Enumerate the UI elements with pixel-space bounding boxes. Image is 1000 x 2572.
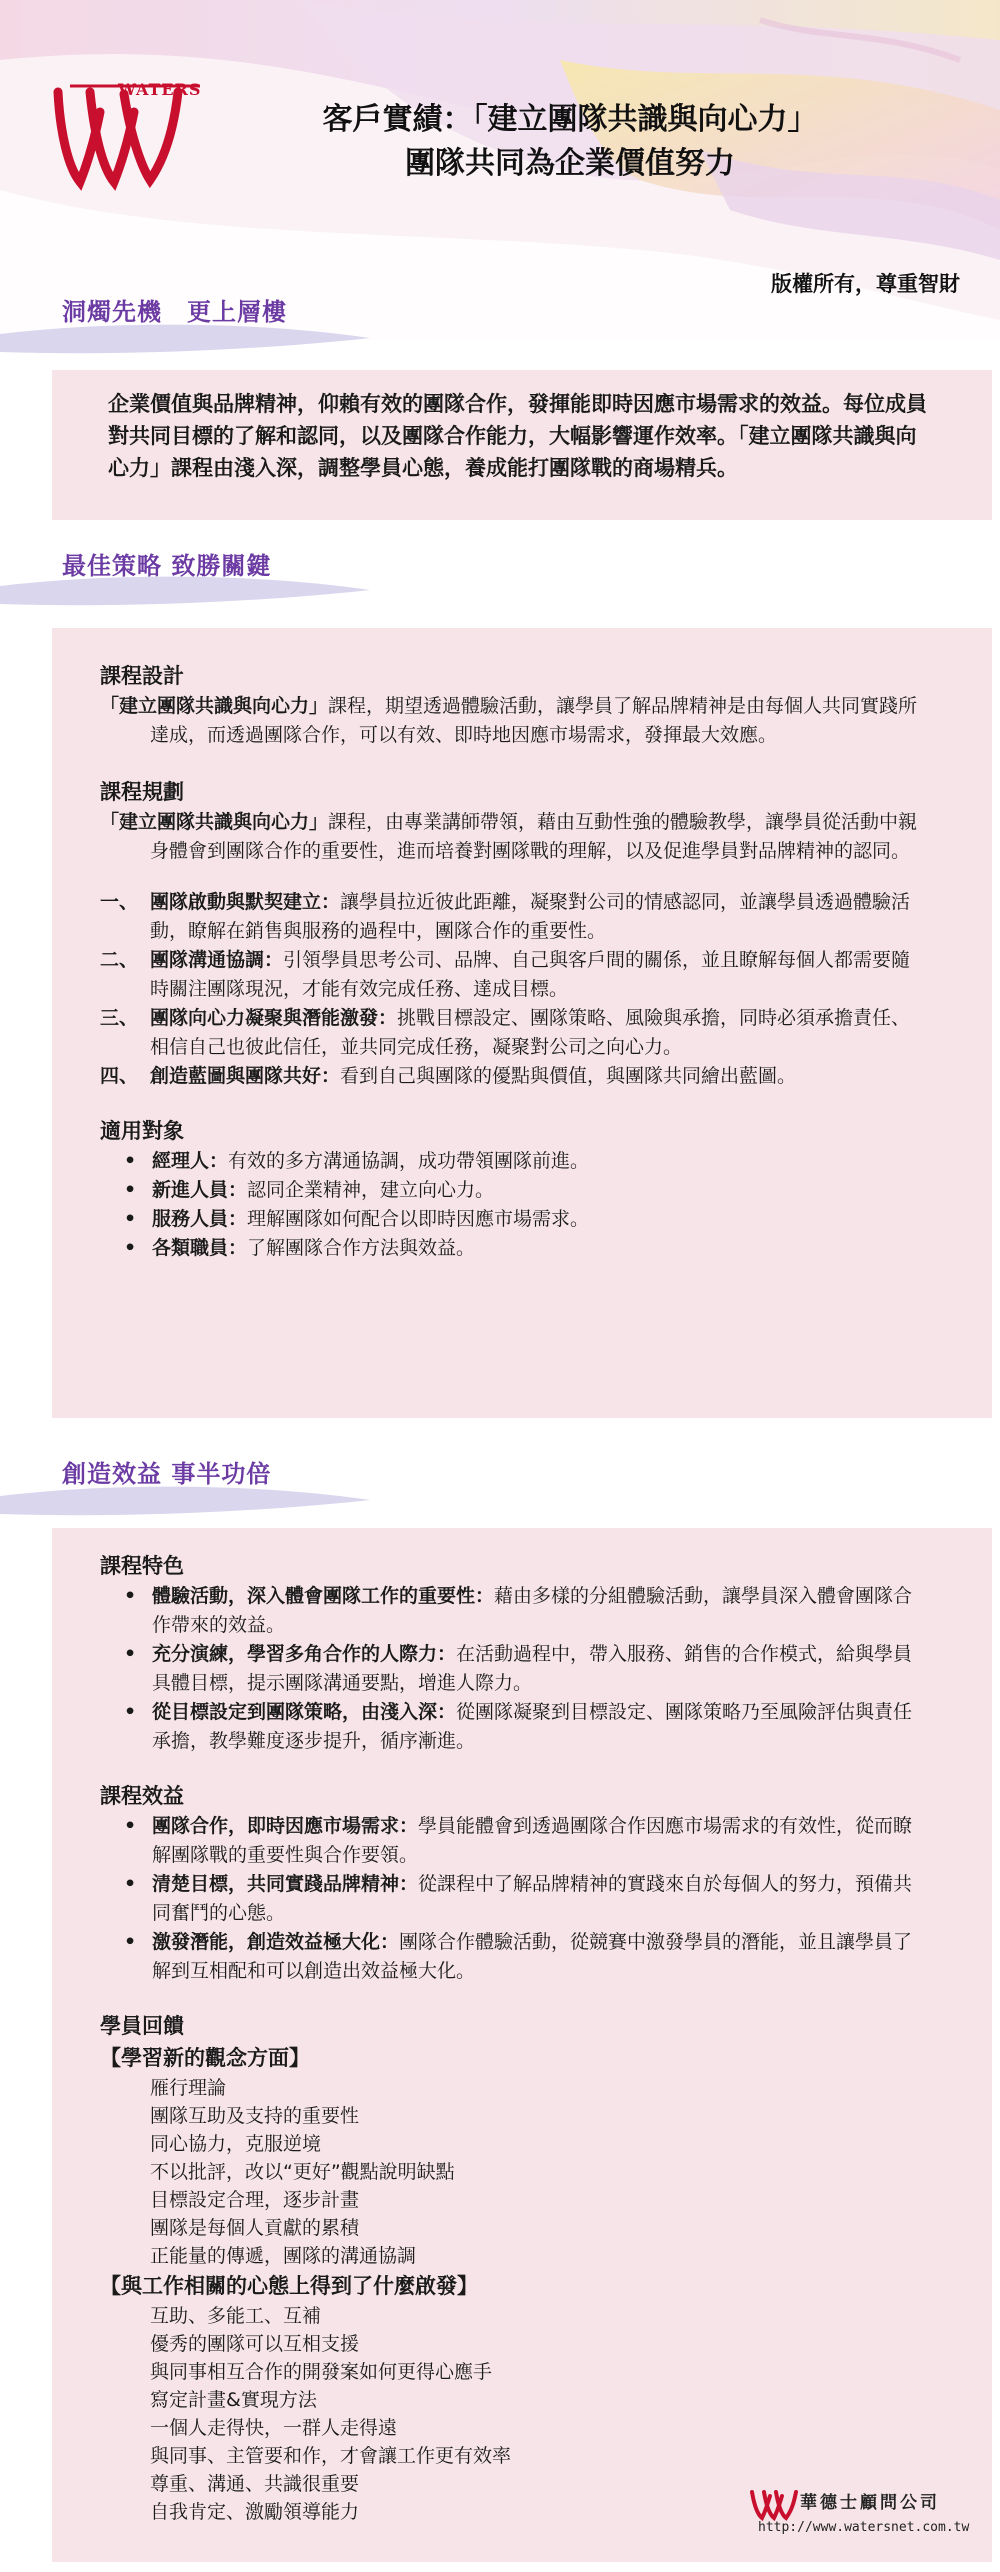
feedback-item: 與同事相互合作的開發案如何更得心應手 xyxy=(150,2361,493,2383)
course-plan-title: 課程規劃 xyxy=(100,780,184,804)
footer-url: http://www.watersnet.com.tw xyxy=(758,2520,970,2535)
audience-item: • 各類職員：了解團隊合作方法與效益。 xyxy=(124,1237,476,1259)
feedback-item: 不以批評，改以“更好”觀點說明缺點 xyxy=(150,2161,455,2183)
feature-text: 在活動過程中，帶入服務、銷售的合作模式，給與學員具體目標，提示團隊溝通要點，增進人際力。 xyxy=(152,1643,913,1694)
plan-item-heading: 團隊啟動與默契建立： xyxy=(150,891,341,913)
course-plan-text xyxy=(100,808,920,866)
section-heading-effectiveness: 創造效益 事半功倍 xyxy=(62,1460,272,1488)
feedback-item: 自我肯定、激勵領導能力 xyxy=(150,2501,360,2523)
benefit-heading: 清楚目標，共同實踐品牌精神： xyxy=(152,1873,419,1895)
features-title: 課程特色 xyxy=(100,1554,184,1578)
feedback-item: 互助、多能工、互補 xyxy=(150,2305,322,2327)
feedback-item: 雁行理論 xyxy=(150,2077,227,2099)
title-line-2: 團隊共同為企業價值努力 xyxy=(405,146,735,181)
benefit-text: 學員能體會到透過團隊合作因應市場需求的有效性，從而瞭解團隊戰的重要性與合作要領。 xyxy=(152,1815,913,1866)
audience-list xyxy=(100,1147,920,1263)
feedback-item: 正能量的傳遞，團隊的溝通協調 xyxy=(150,2245,417,2267)
benefit-heading: 激發潛能，創造效益極大化： xyxy=(152,1931,400,1953)
audience-item: • 新進人員：認同企業精神，建立向心力。 xyxy=(124,1179,495,1201)
feedback-item: 優秀的團隊可以互相支援 xyxy=(150,2333,360,2355)
feature-heading: 充分演練，學習多角合作的人際力： xyxy=(152,1643,457,1665)
benefit-heading: 團隊合作，即時因應市場需求： xyxy=(152,1815,419,1837)
audience-desc: 了解團隊合作方法與效益。 xyxy=(247,1237,476,1259)
plan-item-heading: 團隊向心力凝聚與潛能激發： xyxy=(150,1007,398,1029)
copyright-notice: 版權所有，尊重智財 xyxy=(771,272,960,296)
plan-item-text: 讓學員拉近彼此距離，凝聚對公司的情感認同，並讓學員透過體驗活動，瞭解在銷售與服務的過程中，團隊合作的重要性。 xyxy=(150,891,911,942)
audience-desc: 認同企業精神，建立向心力。 xyxy=(247,1179,495,1201)
feedback-item: 尊重、溝通、共識很重要 xyxy=(150,2473,360,2495)
section-heading-foresight: 洞燭先機 更上層樓 xyxy=(62,298,287,326)
plan-item xyxy=(100,946,920,1004)
feature-text: 藉由多樣的分組體驗活動，讓學員深入體會團隊合作帶來的效益。 xyxy=(152,1585,913,1636)
section-heading-strategy: 最佳策略 致勝關鍵 xyxy=(62,552,272,580)
feedback-item: 一個人走得快，一群人走得遠 xyxy=(150,2417,398,2439)
audience-desc: 理解團隊如何配合以即時因應市場需求。 xyxy=(247,1208,590,1230)
course-name-lead: 「建立團隊共識與向心力」 xyxy=(100,695,329,717)
feedback-group-2-title: 【與工作相關的心態上得到了什麼啟發】 xyxy=(100,2274,478,2298)
audience-item: • 服務人員：理解團隊如何配合以即時因應市場需求。 xyxy=(124,1208,590,1230)
benefit-text: 團隊合作體驗活動，從競賽中激發學員的潛能，並且讓學員了解到互相配和可以創造出效益極大化。 xyxy=(152,1931,913,1982)
plan-item-list xyxy=(100,888,920,1091)
benefits-title: 課程效益 xyxy=(100,1784,184,1808)
plan-item-number: 一、 xyxy=(100,891,139,913)
audience-role: 服務人員： xyxy=(152,1208,248,1230)
course-plan-body: 課程，由專業講師帶領，藉由互動性強的體驗教學，讓學員從活動中親身體會到團隊合作的重要性，進而培養對團隊戰的理解，以及促進學員對品牌精神的認同。 xyxy=(150,811,918,862)
feedback-item: 團隊互助及支持的重要性 xyxy=(150,2105,360,2127)
audience-title: 適用對象 xyxy=(100,1119,184,1143)
course-name-lead: 「建立團隊共識與向心力」 xyxy=(100,811,329,833)
features-content xyxy=(100,1550,920,2526)
feature-item: • 體驗活動，深入體會團隊工作的重要性：藉由多樣的分組體驗活動，讓學員深入體會團隊合作帶來的效益。 xyxy=(124,1585,913,1636)
feedback-item: 寫定計畫&實現方法 xyxy=(150,2389,317,2411)
feedback-item: 與同事、主管要和作，才會讓工作更有效率 xyxy=(150,2445,512,2467)
audience-role: 新進人員： xyxy=(152,1179,248,1201)
course-design-body: 課程，期望透過體驗活動，讓學員了解品牌精神是由每個人共同實踐所達成，而透過團隊合作，可以有效、即時地因應市場需求，發揮最大效應。 xyxy=(150,695,918,746)
plan-item-text: 挑戰目標設定、團隊策略、風險與承擔，同時必須承擔責任、相信自己也彼此信任，並共同完成任務，凝聚對公司之向心力。 xyxy=(150,1007,911,1058)
benefit-text: 從課程中了解品牌精神的實踐來自於每個人的努力，預備共同奮鬥的心態。 xyxy=(152,1873,913,1924)
feature-item: • 從目標設定到團隊策略，由淺入深：從團隊凝聚到目標設定、團隊策略乃至風險評估與責任承擔，教學難度逐步提升，循序漸進。 xyxy=(124,1701,913,1752)
feature-heading: 從目標設定到團隊策略，由淺入深： xyxy=(152,1701,457,1723)
features-list xyxy=(100,1582,920,1756)
feedback-title: 學員回饋 xyxy=(100,2014,184,2038)
page-title xyxy=(230,98,910,186)
benefits-list xyxy=(100,1812,920,1986)
intro-text: 企業價值與品牌精神，仰賴有效的團隊合作，發揮能即時因應市場需求的效益。每位成員對共同目標的了解和認同，以及團隊合作能力，大幅影響運作效率。「建立團隊共識與向心力」課程由淺入深，調整學員心態，養成能打團隊戰的商場精兵。 xyxy=(108,392,927,480)
audience-item: • 經理人：有效的多方溝通協調，成功帶領團隊前進。 xyxy=(124,1150,590,1172)
plan-item-number: 二、 xyxy=(100,949,139,971)
plan-item-text: 引領學員思考公司、品牌、自己與客戶間的關係，並且瞭解每個人都需要隨時關注團隊現況，才能有效完成任務、達成目標。 xyxy=(150,949,911,1000)
title-line-1: 客戶實績：「建立團隊共識與向心力」 xyxy=(322,102,818,137)
feedback-item: 團隊是每個人貢獻的累積 xyxy=(150,2217,360,2239)
plan-item-number: 四、 xyxy=(100,1065,139,1087)
audience-role: 經理人： xyxy=(152,1150,229,1172)
benefit-item: • 團隊合作，即時因應市場需求：學員能體會到透過團隊合作因應市場需求的有效性，從而瞭解團隊戰的重要性與合作要領。 xyxy=(124,1815,913,1866)
feedback-group-1-list xyxy=(100,2074,920,2270)
feedback-item: 目標設定合理，逐步計畫 xyxy=(150,2189,360,2211)
feedback-item: 同心協力，克服逆境 xyxy=(150,2133,322,2155)
course-plan-content xyxy=(100,660,920,1263)
audience-desc: 有效的多方溝通協調，成功帶領團隊前進。 xyxy=(228,1150,590,1172)
benefit-item: • 清楚目標，共同實踐品牌精神：從課程中了解品牌精神的實踐來自於每個人的努力，預備共同奮鬥的心態。 xyxy=(124,1873,913,1924)
plan-item xyxy=(100,1004,920,1062)
footer-company-name: 華德士顧問公司 xyxy=(800,2493,940,2513)
plan-item xyxy=(100,1062,920,1091)
plan-item-number: 三、 xyxy=(100,1007,139,1029)
plan-item xyxy=(100,888,920,946)
benefit-item: • 激發潛能，創造效益極大化：團隊合作體驗活動，從競賽中激發學員的潛能，並且讓學員了解到互相配和可以創造出效益極大化。 xyxy=(124,1931,913,1982)
plan-item-heading: 創造藍圖與團隊共好： xyxy=(150,1065,341,1087)
feature-item: • 充分演練，學習多角合作的人際力：在活動過程中，帶入服務、銷售的合作模式，給與學員具體目標，提示團隊溝通要點，增進人際力。 xyxy=(124,1643,913,1694)
plan-item-text: 看到自己與團隊的優點與價值，與團隊共同繪出藍圖。 xyxy=(340,1065,797,1087)
feature-text: 從團隊凝聚到目標設定、團隊策略乃至風險評估與責任承擔，教學難度逐步提升，循序漸進。 xyxy=(152,1701,913,1752)
audience-role: 各類職員： xyxy=(152,1237,248,1259)
feature-heading: 體驗活動，深入體會團隊工作的重要性： xyxy=(152,1585,495,1607)
feedback-group-1-title: 【學習新的觀念方面】 xyxy=(100,2046,310,2070)
course-design-title: 課程設計 xyxy=(100,664,184,688)
logo-wordmark: WATERS xyxy=(118,80,202,99)
course-design-text xyxy=(100,692,920,750)
plan-item-heading: 團隊溝通協調： xyxy=(150,949,284,971)
